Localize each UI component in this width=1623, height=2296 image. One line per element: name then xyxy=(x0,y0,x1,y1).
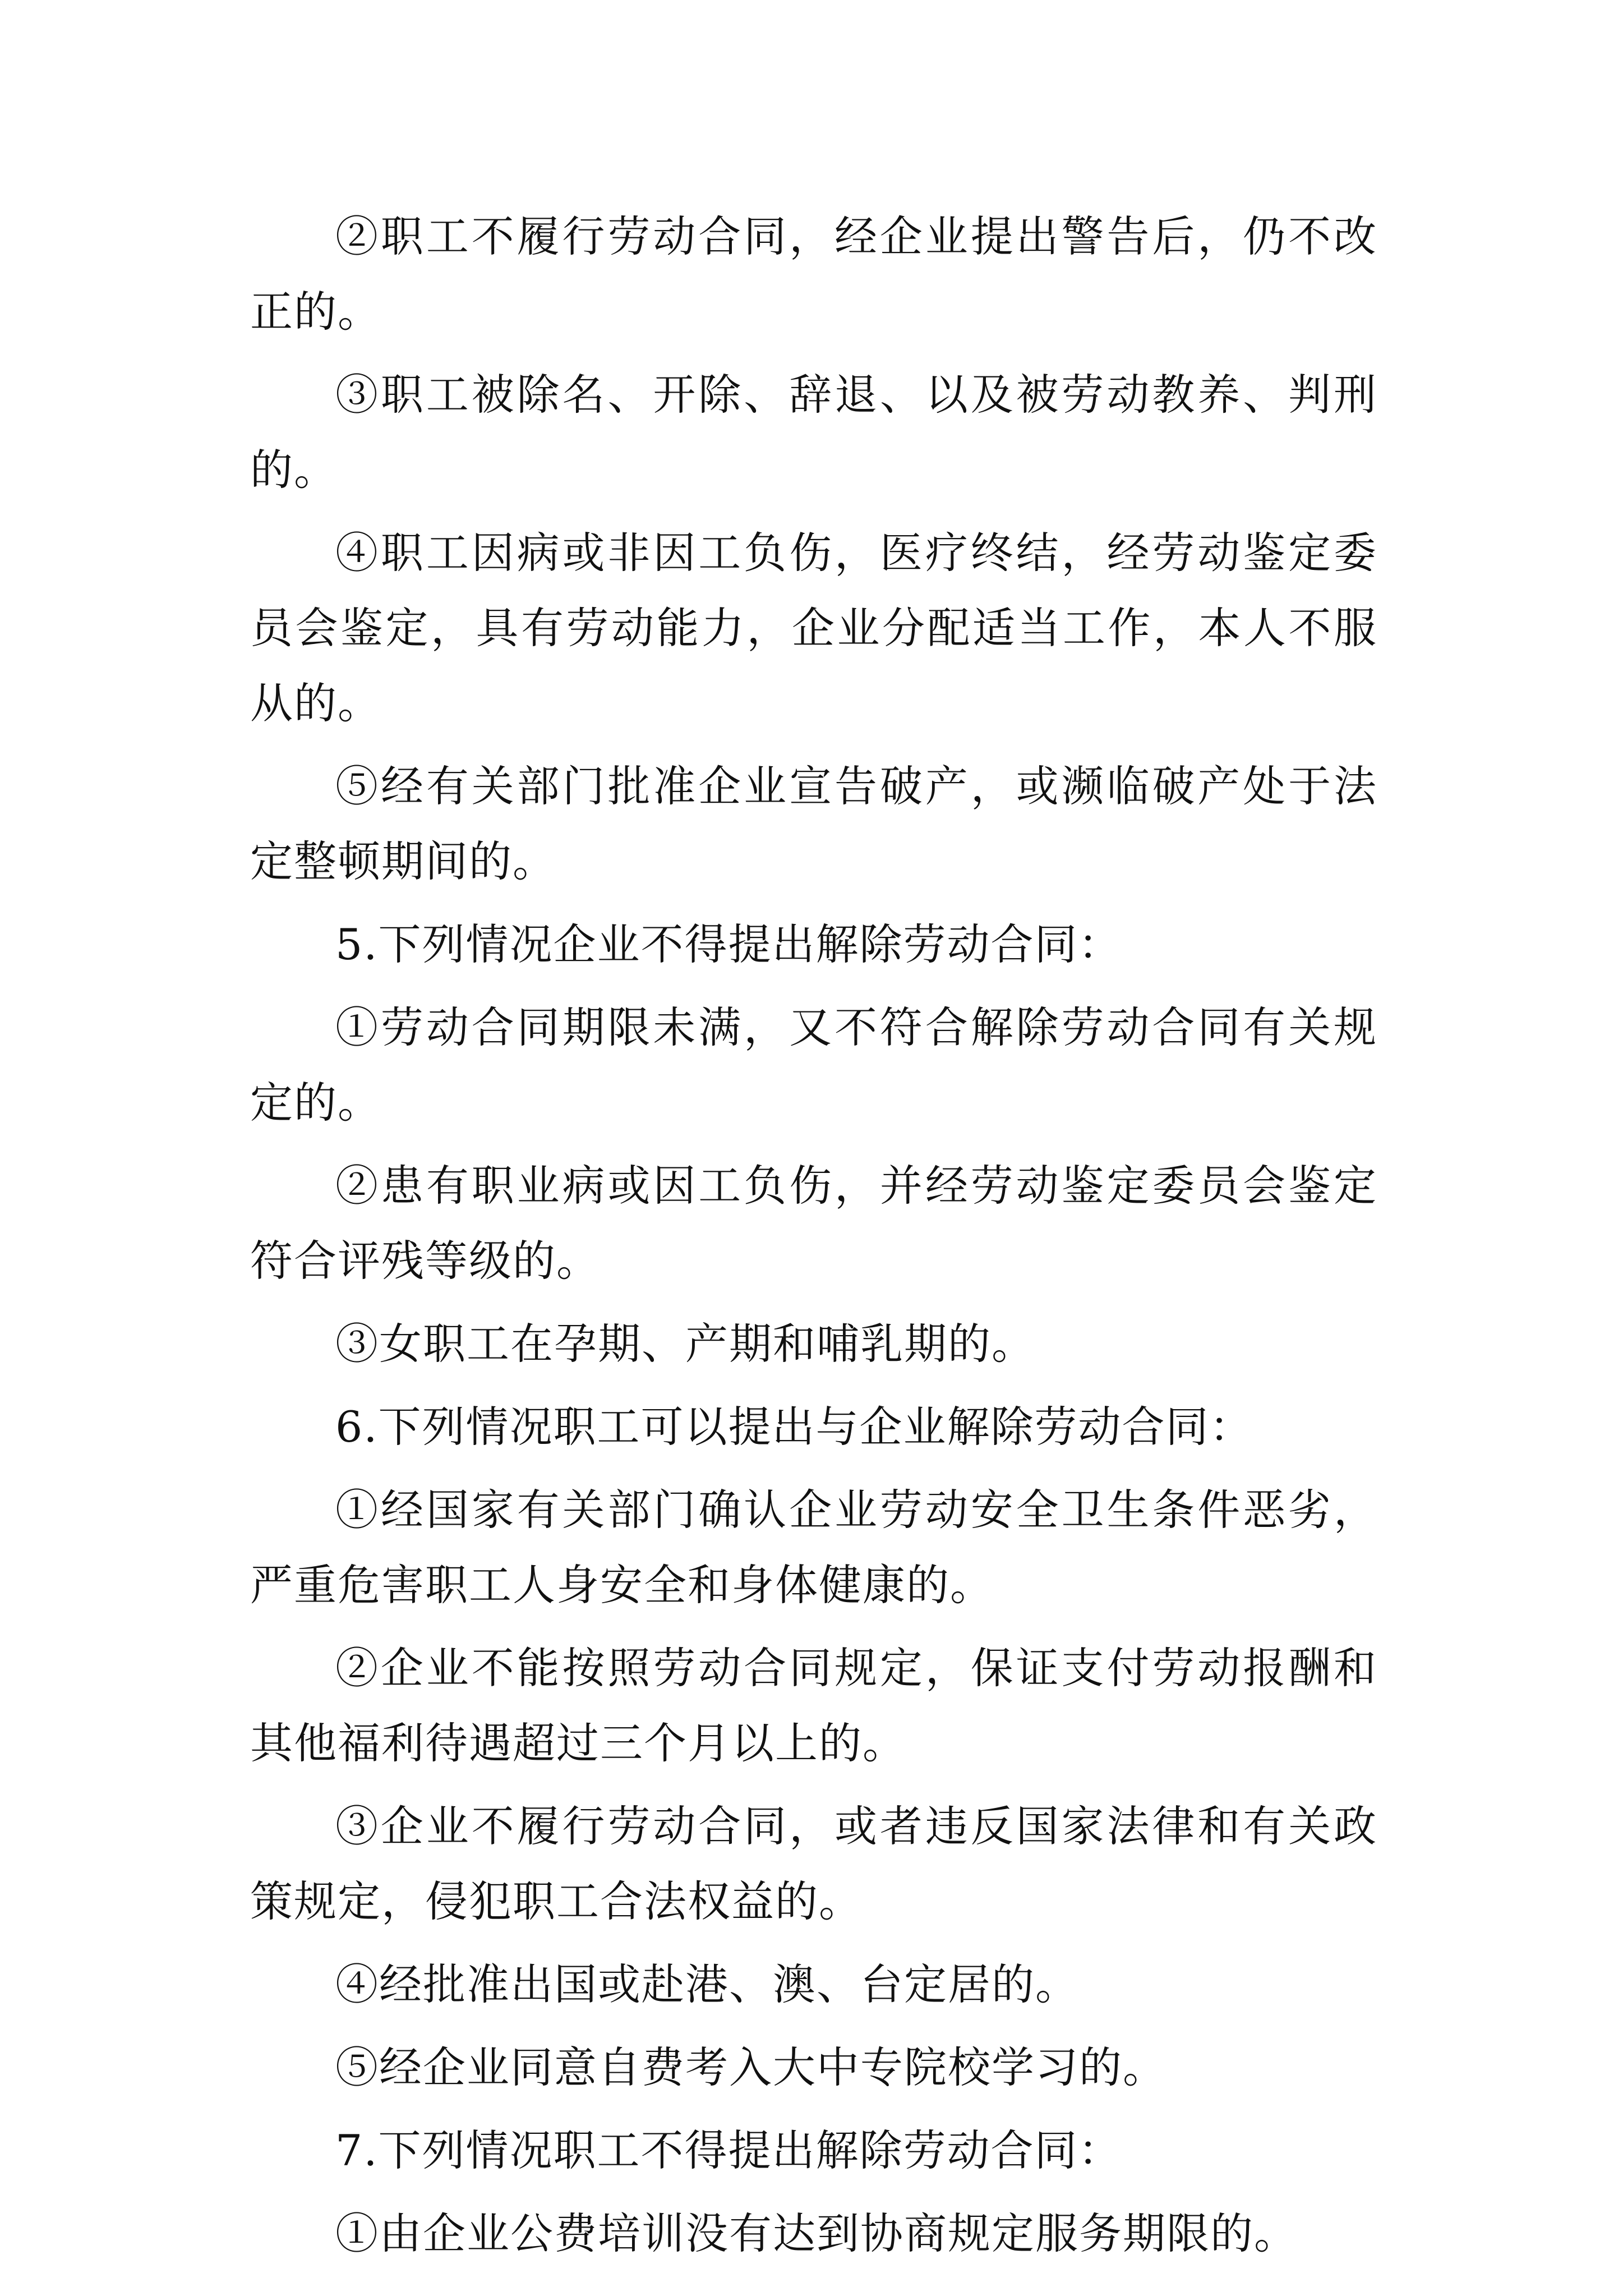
paragraph: 5.下列情况企业不得提出解除劳动合同： xyxy=(335,919,1122,969)
paragraph: ①经国家有关部门确认企业劳动安全卫生条件恶劣，严重危害职工人身安全和身体健康的。 xyxy=(250,1485,1377,1610)
paragraph: ③职工被除名、开除、辞退、以及被劳动教养、判刑的。 xyxy=(250,370,1377,495)
paragraph: ⑤经有关部门批准企业宣告破产，或濒临破产处于法定整顿期间的。 xyxy=(250,761,1377,886)
document-body xyxy=(250,199,1377,2271)
paragraph: 6.下列情况职工可以提出与企业解除劳动合同： xyxy=(335,1402,1253,1452)
paragraph: ①劳动合同期限未满，又不符合解除劳动合同有关规定的。 xyxy=(250,1002,1377,1128)
paragraph: ④职工因病或非因工负伤，医疗终结，经劳动鉴定委员会鉴定，具有劳动能力，企业分配适当工作，本人不服从的。 xyxy=(250,528,1377,728)
paragraph: ②职工不履行劳动合同，经企业提出警告后，仍不改正的。 xyxy=(250,211,1377,337)
paragraph: ②患有职业病或因工负伤，并经劳动鉴定委员会鉴定符合评残等级的。 xyxy=(250,1161,1377,1286)
paragraph: ⑤经企业同意自费考入大中专院校学习的。 xyxy=(335,2042,1166,2092)
paragraph: 7.下列情况职工不得提出解除劳动合同： xyxy=(335,2125,1122,2175)
paragraph: ①由企业公费培训没有达到协商规定服务期限的。 xyxy=(335,2208,1298,2258)
paragraph: ③女职工在孕期、产期和哺乳期的。 xyxy=(335,1319,1035,1369)
paragraph: ②企业不能按照劳动合同规定，保证支付劳动报酬和其他福利待遇超过三个月以上的。 xyxy=(250,1643,1377,1768)
paragraph: ③企业不履行劳动合同，或者违反国家法律和有关政策规定，侵犯职工合法权益的。 xyxy=(250,1801,1377,1926)
paragraph: ④经批准出国或赴港、澳、台定居的。 xyxy=(335,1959,1079,2009)
